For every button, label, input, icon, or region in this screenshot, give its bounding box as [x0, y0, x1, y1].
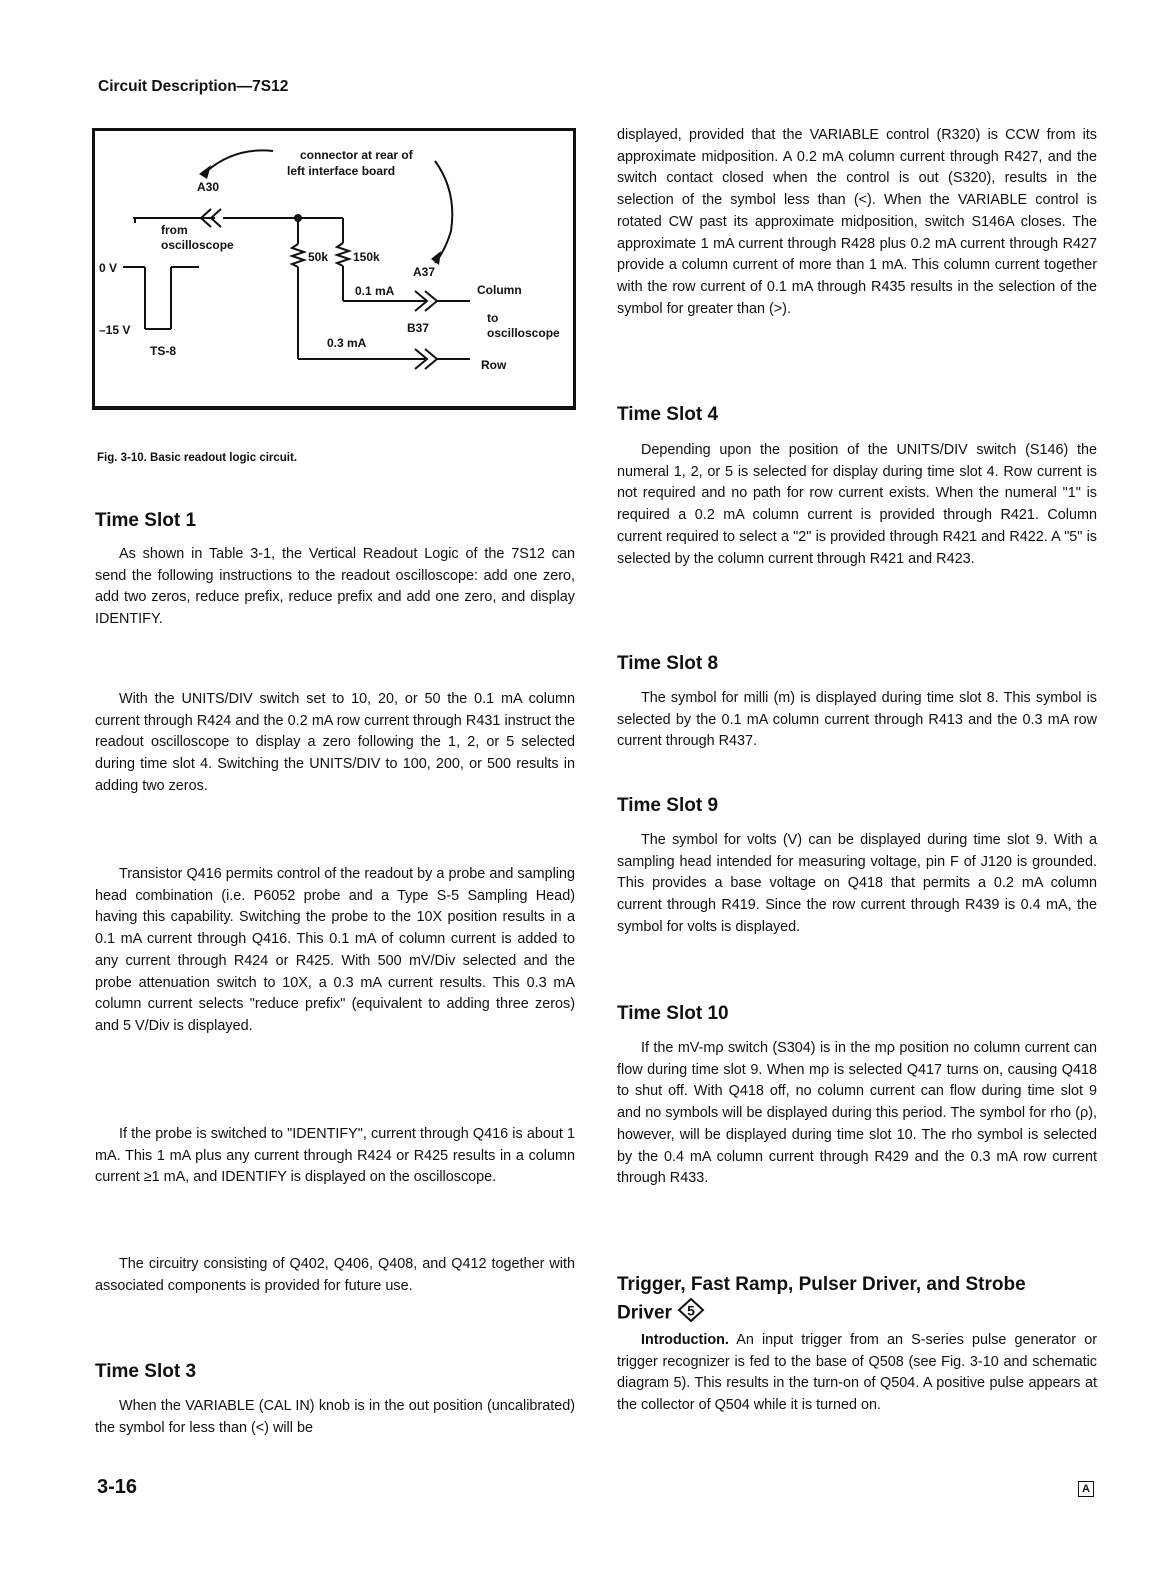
connector-arrow-a30	[207, 150, 273, 171]
page-number: 3-16	[97, 1476, 138, 1498]
paragraph-ts8: The symbol for milli (m) is displayed during time slot 8. This symbol is selected by the 0.1 mA column current through R413 and the 0.3 mA row current through R437.	[617, 690, 1097, 750]
heading-trigger-line1: Trigger, Fast Ramp, Pulser Driver, and Strobe	[617, 1274, 1026, 1295]
label-connector-2: left interface board	[287, 164, 396, 178]
paragraph-ts10: If the mV-mρ switch (S304) is in the mρ position no column current can flow during time slot 9. When mρ is selected Q417 turns on, causing Q418 to shut off. With Q418 off, no column current can flow during time slot 9 and no symbols will be displayed during this period. The symbol for rho (ρ), however, will be displayed during time slot 10. The rho symbol is selected by the 0.4 mA column current through R429 and the 0.3 mA row current through R433.	[617, 1040, 1097, 1187]
label-minus15v: –15 V	[99, 323, 131, 337]
label-0-1ma: 0.1 mA	[355, 284, 395, 298]
heading-time-slot-1: Time Slot 1	[95, 510, 197, 531]
paragraph-trigger-intro	[617, 1330, 1097, 1417]
label-50k: 50k	[308, 250, 329, 264]
diagram-number-badge	[677, 1297, 705, 1330]
label-from-osc: oscilloscope	[161, 238, 234, 252]
paragraph-ts1-intro: As shown in Table 3-1, the Vertical Readout Logic of the 7S12 can send the following instructions to the readout oscilloscope: add one zero, add two zeros, reduce prefix, reduce prefix and add one zero, and display IDENTIFY.	[95, 546, 575, 628]
label-ts8: TS-8	[150, 344, 177, 358]
heading-trigger-line2: Driver	[617, 1302, 672, 1324]
label-from: from	[161, 223, 188, 237]
figure-readout-logic	[92, 128, 576, 410]
intro-label: Introduction.	[641, 1332, 729, 1348]
label-0v: 0 V	[99, 261, 118, 275]
heading-time-slot-3: Time Slot 3	[95, 1361, 197, 1382]
label-row: Row	[481, 358, 507, 372]
label-a30: A30	[197, 180, 220, 194]
heading-time-slot-10: Time Slot 10	[617, 1003, 729, 1024]
badge-number: 5	[687, 1302, 696, 1319]
label-to-osc: oscilloscope	[487, 326, 560, 340]
page-header: Circuit Description—7S12	[98, 78, 289, 95]
arrowhead-a30	[199, 165, 211, 179]
diamond-badge-icon	[677, 1297, 705, 1323]
paragraph-ts9: The symbol for volts (V) can be displayed during time slot 9. With a sampling head intended for measuring voltage, pin F of J120 is grounded. This provides a base voltage on Q418 that permits a 0.2 mA column current through R419. Since the row current through R439 is 0.4 mA, the symbol for volts is displayed.	[617, 832, 1097, 935]
paragraph-ts1-q416: Transistor Q416 permits control of the readout by a probe and sampling head combination (i.e. P6052 probe and a Type S-5 Sampling Head) having this capability. Switching the probe to the 10X position results in a 0.1 mA current through Q416. This 0.1 mA of column current is added to any current through R424 or R425. With 500 mV/Div selected and the probe attenuation switch to 10X, a 0.3 mA current results. This 0.3 mA column current selects "reduce prefix" (equivalent to adding three zeros) and 5 V/Div is displayed.	[95, 866, 575, 1034]
heading-time-slot-9: Time Slot 9	[617, 795, 719, 816]
junction-dot	[294, 214, 302, 222]
paragraph-ts1-units: With the UNITS/DIV switch set to 10, 20, or 50 the 0.1 mA column current through R424 and the 0.2 mA row current through R431 instruct the readout oscilloscope to display a zero following the 1, 2, or 5 selected during time slot 4. Switching the UNITS/DIV to 100, 200, or 500 results in adding two zeros.	[95, 691, 575, 794]
label-b37: B37	[407, 321, 430, 335]
label-column: Column	[477, 283, 522, 297]
label-connector: connector at rear of	[300, 148, 413, 162]
paragraph-ts4: Depending upon the position of the UNITS/DIV switch (S146) the numeral 1, 2, or 5 is selected for display during time slot 4. Row current is not required and no path for row current exists. When the numeral "1" is required a 0.2 mA column current is provided through R421. Column current required to select a "2" is provided through R421 and R422. A "5" is selected by the column current through R421 and R423.	[617, 442, 1097, 567]
heading-time-slot-8: Time Slot 8	[617, 653, 719, 674]
figure-caption: Fig. 3-10. Basic readout logic circuit.	[97, 452, 298, 464]
heading-time-slot-4: Time Slot 4	[617, 404, 719, 425]
label-150k: 150k	[353, 250, 380, 264]
label-a37: A37	[413, 265, 436, 279]
paragraph-ts3: When the VARIABLE (CAL IN) knob is in the out position (uncalibrated) the symbol for less than (<) will be	[95, 1398, 575, 1436]
label-to: to	[487, 311, 499, 325]
circuit-diagram	[95, 131, 573, 406]
connector-arrow-a37	[435, 161, 452, 263]
label-0-3ma: 0.3 mA	[327, 336, 367, 350]
paragraph-ts1-identify: If the probe is switched to "IDENTIFY", current through Q416 is about 1 mA. This 1 mA plus any current through R424 or R425 results in a column current ≥1 mA, and IDENTIFY is displayed on the oscilloscope.	[95, 1126, 575, 1186]
heading-trigger	[617, 1272, 1097, 1330]
revision-mark: A	[1078, 1481, 1094, 1497]
paragraph-ts1-future: The circuitry consisting of Q402, Q406, Q408, and Q412 together with associated components is provided for future use.	[95, 1256, 575, 1294]
paragraph-ts3-continued: displayed, provided that the VARIABLE control (R320) is CCW from its approximate midposition. A 0.2 mA column current through R427, and the switch contact closed when the control is out (S320), results in the selection of the symbol less than (<). When the VARIABLE control is rotated CW past its approximate midposition, switch S146A closes. The approximate 1 mA current through R428 plus 0.2 mA current through R427 provide a column current of more than 1 mA. This column current together with the row current of 0.1 mA through R435 results in the selection of the symbol for greater than (>).	[617, 127, 1097, 317]
intro-text: An input trigger from an S-series pulse generator or trigger recognizer is fed to the base of Q508 (see Fig. 3-10 and schematic diagram 5). This results in the turn-on of Q504. A positive pulse appears at the collector of Q504 while it is turned on.	[617, 1332, 1097, 1414]
